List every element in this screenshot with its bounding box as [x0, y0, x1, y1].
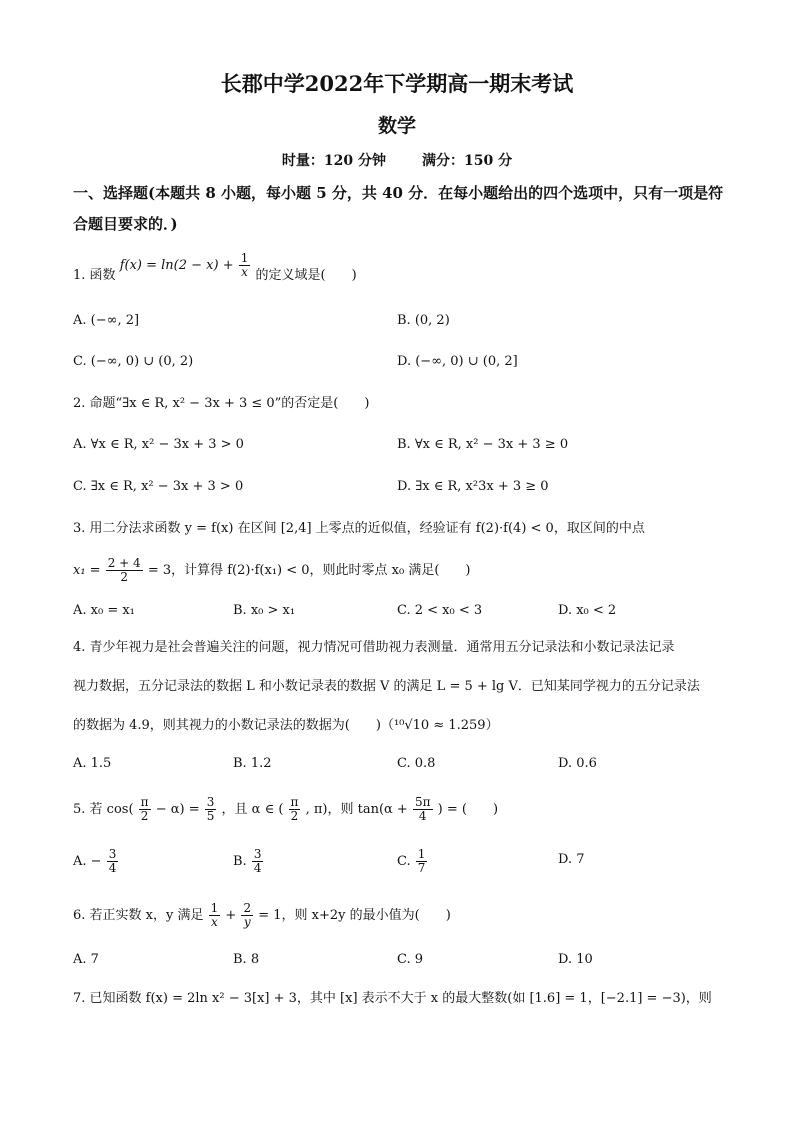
time-limit: 时量：120 分钟 [281, 153, 386, 169]
question-2-stem: 2. 命题“∃x ∈ R, x² − 3x + 3 ≤ 0”的否定是( ) [73, 396, 370, 411]
q5-frac-3 [289, 796, 301, 823]
q3-suffix: = 3，计算得 f(2)·f(x₁) < 0，则此时零点 x₀ 满足( ) [147, 563, 471, 578]
q6-part-2: = 1，则 x+2y 的最小值为( ) [258, 908, 451, 923]
q5-part-1: 5. 若 cos( [73, 802, 134, 817]
q5-option-b-frac [252, 848, 264, 875]
q5-a-den: 4 [108, 861, 117, 875]
q5-frac-4-den: 4 [418, 809, 427, 823]
q3-option-b: B. x₀ > x₁ [233, 603, 296, 618]
q6-frac-2-num: 2 [243, 901, 252, 915]
q5-c-den: 7 [417, 861, 426, 875]
q5-frac-3-den: 2 [290, 809, 299, 823]
question-3-line-2 [73, 557, 470, 584]
q5-option-c-frac [416, 848, 428, 875]
q5-a-num: 3 [108, 847, 117, 861]
q5-option-b-label: B. [233, 854, 247, 869]
q5-b-num: 3 [253, 847, 262, 861]
question-1-stem [73, 251, 357, 289]
q3-option-a: A. x₀ = x₁ [73, 603, 135, 618]
q4-option-a: A. 1.5 [73, 756, 112, 771]
q2-option-d: D. ∃x ∈ R, x²3x + 3 ≥ 0 [397, 479, 549, 494]
q5-frac-2-den: 5 [206, 809, 215, 823]
q2-option-b: B. ∀x ∈ R, x² − 3x + 3 ≥ 0 [397, 437, 569, 452]
q1-prefix: 1. 函数 [73, 268, 116, 283]
q5-option-b [233, 848, 264, 875]
q1-fraction [239, 252, 251, 279]
full-score: 满分：150 分 [422, 153, 513, 169]
q6-option-c: C. 9 [397, 952, 424, 967]
question-6-stem [73, 902, 451, 929]
q3-frac-num: 2 + 4 [107, 556, 141, 570]
q5-part-3: ，且 α ∈ ( [221, 802, 284, 817]
exam-title: 长郡中学2022年下学期高一期末考试 [220, 71, 574, 96]
question-4-line-1: 4. 青少年视力是社会普遍关注的问题，视力情况可借助视力表测量．通常用五分记录法和小数记录法记录 [73, 640, 675, 655]
q5-part-5: ) = ( ) [437, 802, 499, 817]
q5-option-a-frac [107, 848, 119, 875]
q4-option-b: B. 1.2 [233, 756, 272, 771]
q5-option-c-label: C. [397, 854, 411, 869]
q5-part-4: , π)，则 tan(α + [305, 802, 408, 817]
q6-option-a: A. 7 [73, 952, 99, 967]
q5-option-c [397, 848, 428, 875]
q3-x1: x₁ = [73, 563, 101, 578]
q5-frac-3-num: π [290, 795, 299, 809]
q1-option-c: C. (−∞, 0) ∪ (0, 2) [73, 354, 194, 369]
q6-option-d: D. 10 [558, 952, 593, 967]
q1-suffix: 的定义域是( ) [255, 268, 357, 283]
q1-option-a: A. (−∞, 2] [73, 313, 140, 328]
q6-frac-1-den: x [211, 915, 218, 929]
subject-title: 数学 [377, 115, 416, 137]
q2-option-c: C. ∃x ∈ R, x² − 3x + 3 > 0 [73, 479, 244, 494]
q5-c-num: 1 [417, 847, 426, 861]
q3-option-c: C. 2 < x₀ < 3 [397, 603, 483, 618]
q6-part-1: 6. 若正实数 x，y 满足 [73, 908, 204, 923]
q6-option-b: B. 8 [233, 952, 260, 967]
question-5-stem [73, 796, 498, 823]
q2-option-a: A. ∀x ∈ R, x² − 3x + 3 > 0 [73, 437, 244, 452]
q5-option-a-label: A. − [73, 854, 102, 869]
q1-formula: f(x) = ln(2 − x) + [119, 258, 234, 273]
q5-option-d: D. 7 [558, 852, 585, 867]
q3-fraction [106, 557, 143, 584]
q6-frac-1 [209, 902, 221, 929]
q6-plus: + [225, 908, 237, 923]
question-4-line-2: 视力数据，五分记录法的数据 L 和小数记录表的数据 V 的满足 L = 5 + lg V．已知某同学视力的五分记录法 [73, 679, 700, 694]
q5-b-den: 4 [253, 861, 262, 875]
q1-frac-num: 1 [240, 251, 249, 265]
q5-frac-2 [205, 796, 217, 823]
q5-frac-1-num: π [140, 795, 149, 809]
exam-info [0, 150, 794, 170]
q1-option-d: D. (−∞, 0) ∪ (0, 2] [397, 354, 518, 369]
q5-frac-2-num: 3 [206, 795, 215, 809]
q6-frac-1-num: 1 [210, 901, 219, 915]
q1-frac-den: x [241, 265, 248, 279]
q3-frac-den: 2 [120, 570, 129, 584]
q6-frac-2-den: y [243, 915, 251, 929]
question-3-line-1: 3. 用二分法求函数 y = f(x) 在区间 [2,4] 上零点的近似值，经验证有 f(2)·f(4) < 0，取区间的中点 [73, 521, 645, 536]
q4-option-d: D. 0.6 [558, 756, 597, 771]
q5-frac-4-num: 5π [414, 795, 431, 809]
q6-frac-2 [241, 902, 253, 929]
question-4-line-3: 的数据为 4.9，则其视力的小数记录法的数据为( )（¹⁰√10 ≈ 1.259） [73, 718, 499, 733]
q4-option-c: C. 0.8 [397, 756, 436, 771]
q1-option-b: B. (0, 2) [397, 313, 450, 328]
q5-part-2: − α) = [155, 802, 200, 817]
q5-frac-1 [139, 796, 151, 823]
q5-option-a [73, 848, 119, 875]
q5-frac-4 [413, 796, 433, 823]
q5-frac-1-den: 2 [140, 809, 149, 823]
question-7-line-1: 7. 已知函数 f(x) = 2ln x² − 3[x] + 3，其中 [x] 表示不大于 x 的最大整数(如 [1.6] = 1，[−2.1] = −3)，则 [73, 991, 712, 1006]
section-heading: 一、选择题(本题共 8 小题，每小题 5 分，共 40 分．在每小题给出的四个选项中，只有一项是符合题目要求的．) [73, 184, 724, 233]
q3-option-d: D. x₀ < 2 [558, 603, 617, 618]
